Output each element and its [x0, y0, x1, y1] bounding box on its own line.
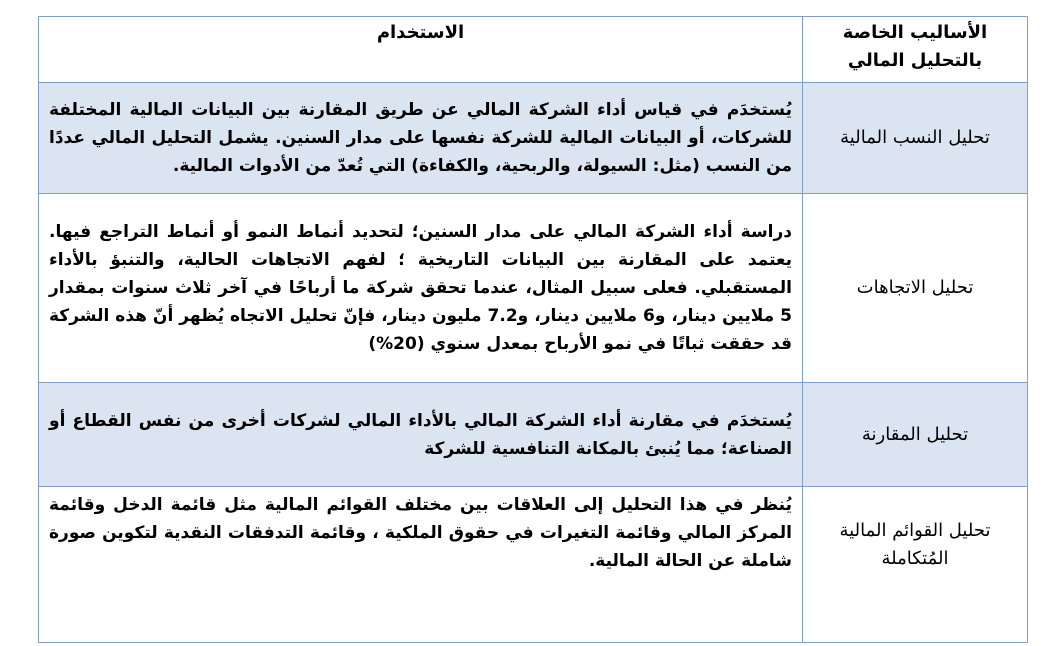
- table-row: [39, 194, 1028, 383]
- table-row: [39, 383, 1028, 487]
- table-row: [39, 83, 1028, 194]
- method-comparative-analysis: تحليل المقارنة: [803, 383, 1028, 487]
- header-usage: الاستخدام: [39, 17, 803, 83]
- usage-comparative-analysis: يُستخدَم في مقارنة أداء الشركة المالي بالأداء المالي لشركات أخرى من نفس القطاع أو الصناعة؛ مما يُنبئ بالمكانة التنافسية للشركة: [39, 383, 803, 487]
- header-methods: الأساليب الخاصة بالتحليل المالي: [803, 17, 1028, 83]
- table-row: [39, 487, 1028, 643]
- usage-ratio-analysis: يُستخدَم في قياس أداء الشركة المالي عن طريق المقارنة بين البيانات المالية المختلفة للشركات، أو البيانات المالية للشركة نفسها على مدار السنين. يشمل التحليل المالي عددًا من النسب (مثل: السيولة، والربحية، والكفاءة) التي تُعدّ من الأدوات المالية.: [39, 83, 803, 194]
- method-trend-analysis: تحليل الاتجاهات: [803, 194, 1028, 383]
- financial-analysis-table: [38, 16, 1028, 643]
- usage-integrated-statements: يُنظر في هذا التحليل إلى العلاقات بين مختلف القوائم المالية مثل قائمة الدخل وقائمة المركز المالي وقائمة التغيرات في حقوق الملكية ، وقائمة التدفقات النقدية لتكوين صورة شاملة عن الحالة المالية.: [39, 487, 803, 643]
- usage-trend-analysis: دراسة أداء الشركة المالي على مدار السنين؛ لتحديد أنماط النمو أو أنماط التراجع فيها. يعتمد على المقارنة بين البيانات التاريخية ؛ لفهم الاتجاهات الحالية، والتنبؤ بالأداء المستقبلي. فعلى سبيل المثال، عندما تحقق شركة ما أرباحًا في آخر ثلاث سنوات بمقدار 5 ملايين دينار، و6 ملايين دينار، و7.2 مليون دينار، فإنّ تحليل الاتجاه يُظهر أنّ هذه الشركة قد حققت ثباتًا في نمو الأرباح بمعدل سنوي (20%): [39, 194, 803, 383]
- method-integrated-statements: تحليل القوائم المالية المُتكاملة: [803, 487, 1028, 643]
- method-ratio-analysis: تحليل النسب المالية: [803, 83, 1028, 194]
- table-header-row: [39, 17, 1028, 83]
